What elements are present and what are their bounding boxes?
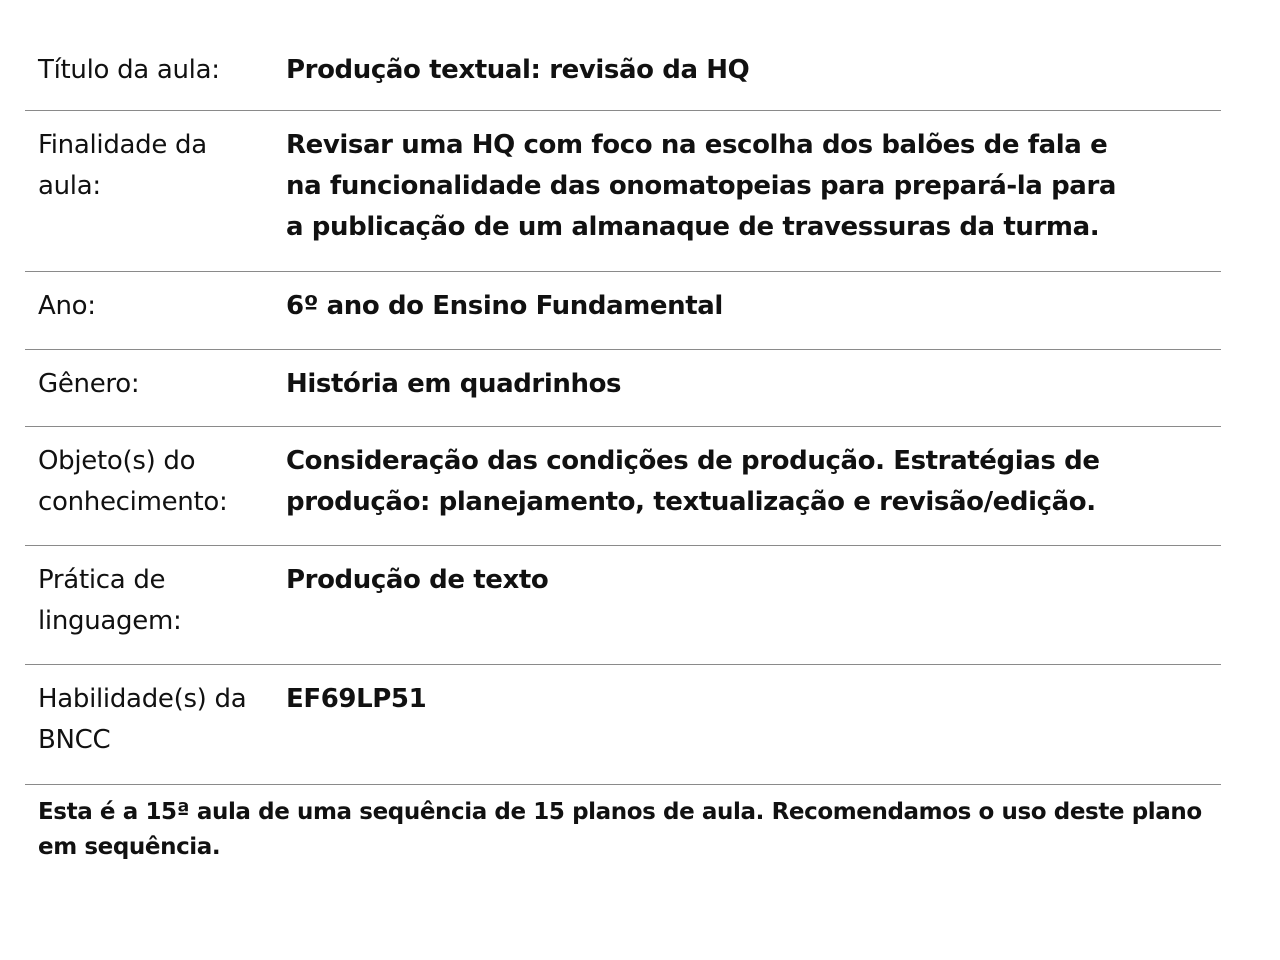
value-bncc-skills: EF69LP51 [286, 684, 427, 714]
label-lesson-purpose: Finalidade da aula: [38, 130, 207, 201]
value-genre: História em quadrinhos [286, 369, 622, 399]
row-lesson-title [25, 26, 1221, 111]
value-language-practice: Produção de texto [286, 565, 549, 595]
label-language-practice: Prática de linguagem: [38, 565, 182, 636]
row-bncc-skills [25, 665, 1221, 785]
row-language-practice [25, 546, 1221, 665]
row-school-year [25, 272, 1221, 350]
value-lesson-purpose: Revisar uma HQ com foco na escolha dos balões de fala e na funcionalidade das onomatopeias para prepará-la para a publicação de um almanaque de travessuras da turma. [286, 130, 1117, 242]
label-genre: Gênero: [38, 369, 140, 399]
row-genre [25, 350, 1221, 427]
value-school-year: 6º ano do Ensino Fundamental [286, 291, 723, 321]
label-knowledge-objects: Objeto(s) do conhecimento: [38, 446, 228, 517]
value-knowledge-objects: Consideração das condições de produção. Estratégias de produção: planejamento, textualização e revisão/edição. [286, 446, 1100, 517]
value-lesson-title: Produção textual: revisão da HQ [286, 55, 750, 85]
row-knowledge-objects [25, 427, 1221, 546]
label-lesson-title: Título da aula: [38, 55, 220, 85]
lesson-plan-table [25, 26, 1221, 865]
sequence-note: Esta é a 15ª aula de uma sequência de 15 planos de aula. Recomendamos o uso deste plano em sequência. [38, 799, 1202, 860]
label-bncc-skills: Habilidade(s) da BNCC [38, 684, 247, 755]
row-lesson-purpose [25, 111, 1221, 272]
label-school-year: Ano: [38, 291, 96, 321]
